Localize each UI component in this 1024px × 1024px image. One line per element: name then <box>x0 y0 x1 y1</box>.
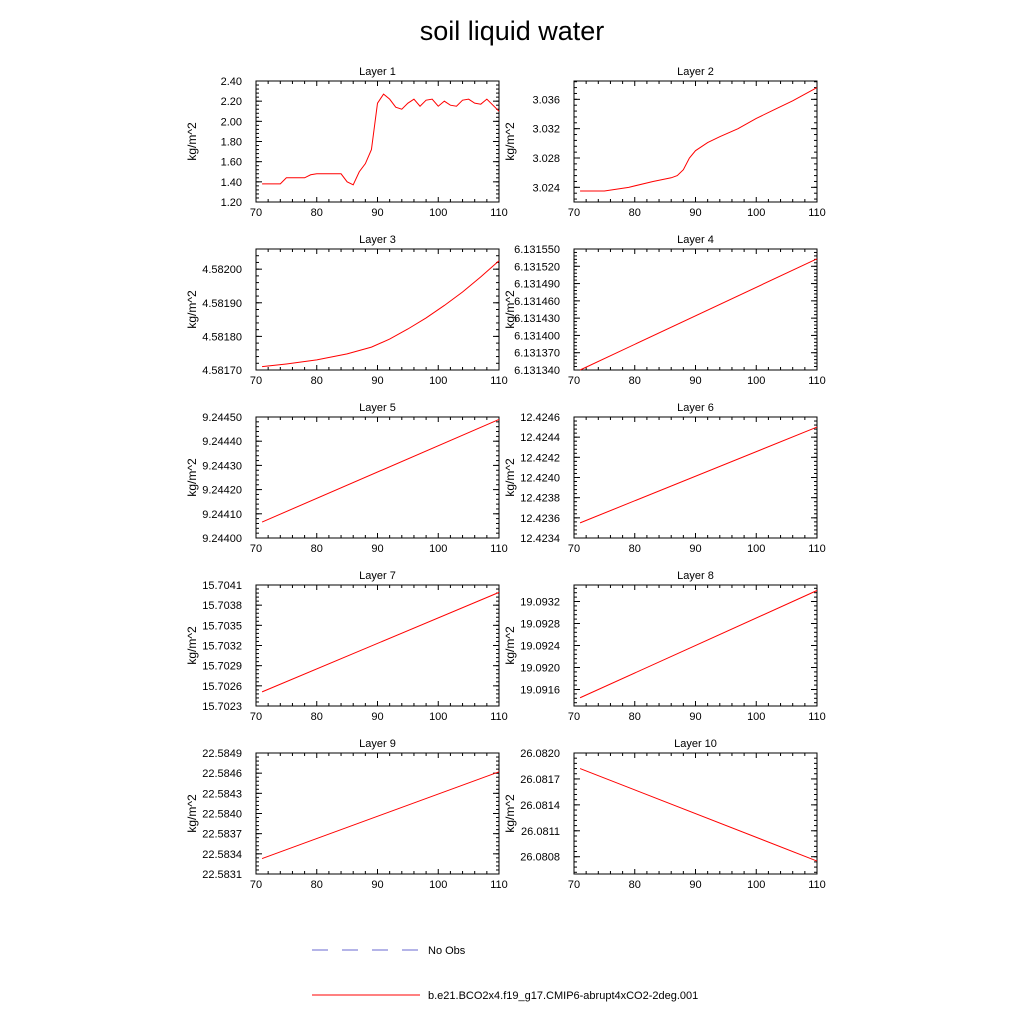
y-tick-label: 4.58170 <box>202 365 242 377</box>
y-tick-label: 22.5843 <box>202 788 242 801</box>
y-tick-label: 15.7023 <box>202 701 242 713</box>
plot-frame <box>574 417 817 538</box>
panel-title: Layer 1 <box>359 66 396 78</box>
y-tick-label: 4.58200 <box>202 264 242 277</box>
y-axis-label: kg/m^2 <box>503 626 517 665</box>
x-tick-label: 110 <box>808 543 826 555</box>
series-line <box>580 88 817 191</box>
y-axis-label: kg/m^2 <box>185 122 199 161</box>
y-tick-label: 12.4238 <box>520 492 560 505</box>
series-line <box>262 419 499 522</box>
y-tick-label: 19.0920 <box>520 662 560 675</box>
x-tick-label: 100 <box>429 375 448 387</box>
series-line <box>262 94 499 185</box>
y-tick-label: 15.7032 <box>202 640 242 653</box>
x-tick-label: 70 <box>249 879 263 891</box>
panel-layer-9 <box>185 738 508 891</box>
y-tick-label: 9.24440 <box>202 436 242 449</box>
y-axis-label: kg/m^2 <box>503 458 517 497</box>
legend-model-label: b.e21.BCO2x4.f19_g17.CMIP6-abrupt4xCO2-2deg.001 <box>428 990 699 1002</box>
y-tick-label: 12.4240 <box>520 472 560 485</box>
y-tick-label: 6.131340 <box>514 365 560 377</box>
plot-frame <box>256 585 499 706</box>
x-tick-label: 90 <box>371 711 384 723</box>
x-tick-label: 100 <box>747 375 766 387</box>
plot-frame <box>574 249 817 370</box>
y-tick-label: 22.5834 <box>202 848 242 861</box>
y-tick-label: 26.0811 <box>521 825 560 838</box>
y-tick-label: 4.58180 <box>202 331 242 344</box>
series-line <box>262 772 499 859</box>
panel-layer-10 <box>503 738 826 891</box>
x-tick-label: 90 <box>689 711 702 723</box>
y-tick-label: 12.4244 <box>520 432 560 445</box>
x-tick-label: 110 <box>808 207 826 219</box>
x-tick-label: 70 <box>249 711 263 723</box>
panel-layer-7 <box>185 570 508 723</box>
y-tick-label: 9.24420 <box>202 484 242 497</box>
y-axis-label: kg/m^2 <box>185 458 199 497</box>
x-tick-label: 100 <box>747 207 766 219</box>
panel-title: Layer 3 <box>359 234 396 246</box>
panel-layer-2 <box>503 66 826 219</box>
y-tick-label: 26.0820 <box>520 748 560 760</box>
y-axis-label: kg/m^2 <box>503 794 517 833</box>
panel-layer-1 <box>185 66 508 219</box>
x-tick-label: 70 <box>249 543 263 555</box>
x-tick-label: 80 <box>628 711 641 723</box>
series-line <box>580 591 817 698</box>
y-tick-label: 12.4246 <box>520 412 560 424</box>
x-tick-label: 90 <box>371 879 384 891</box>
series-line <box>580 427 817 523</box>
y-tick-label: 15.7035 <box>202 620 242 633</box>
y-tick-label: 2.00 <box>220 116 242 129</box>
y-tick-label: 15.7029 <box>202 660 242 673</box>
legend <box>312 945 698 1002</box>
x-tick-label: 110 <box>490 543 508 555</box>
x-tick-label: 110 <box>490 711 508 723</box>
y-tick-label: 9.24410 <box>202 508 242 521</box>
x-tick-label: 110 <box>490 879 508 891</box>
x-tick-label: 70 <box>567 879 581 891</box>
x-tick-label: 110 <box>808 711 826 723</box>
x-tick-label: 90 <box>689 375 702 387</box>
series-line <box>580 259 817 370</box>
figure-title: soil liquid water <box>419 16 605 46</box>
x-tick-label: 100 <box>747 543 766 555</box>
x-tick-label: 90 <box>371 543 384 555</box>
x-tick-label: 110 <box>490 207 508 219</box>
y-tick-label: 2.20 <box>220 96 242 109</box>
panel-title: Layer 7 <box>359 570 396 582</box>
x-tick-label: 100 <box>429 711 448 723</box>
y-axis-label: kg/m^2 <box>185 626 199 665</box>
x-tick-label: 70 <box>567 207 581 219</box>
x-tick-label: 100 <box>429 207 448 219</box>
x-tick-label: 80 <box>310 711 323 723</box>
panel-title: Layer 4 <box>677 234 714 246</box>
x-tick-label: 80 <box>628 207 641 219</box>
series-line <box>262 261 499 367</box>
plot-frame <box>256 753 499 874</box>
y-tick-label: 9.24430 <box>202 460 242 473</box>
y-tick-label: 22.5831 <box>202 869 242 881</box>
panel-title: Layer 6 <box>677 402 714 414</box>
y-tick-label: 12.4242 <box>520 452 560 465</box>
plot-frame <box>256 81 499 202</box>
y-axis-label: kg/m^2 <box>185 290 199 329</box>
y-tick-label: 3.032 <box>532 123 560 136</box>
y-tick-label: 6.131430 <box>514 313 560 326</box>
x-tick-label: 90 <box>371 207 384 219</box>
y-axis-label: kg/m^2 <box>185 794 199 833</box>
x-tick-label: 110 <box>490 375 508 387</box>
y-tick-label: 3.028 <box>532 153 560 165</box>
y-tick-label: 1.60 <box>220 156 242 169</box>
y-axis-label: kg/m^2 <box>503 122 517 161</box>
y-tick-label: 6.131490 <box>514 278 560 291</box>
x-tick-label: 80 <box>628 879 641 891</box>
panel-title: Layer 8 <box>677 570 714 582</box>
x-tick-label: 70 <box>249 375 263 387</box>
x-tick-label: 70 <box>567 375 581 387</box>
x-tick-label: 70 <box>567 543 581 555</box>
panel-layer-4 <box>503 234 826 387</box>
panels-group <box>185 66 826 891</box>
x-tick-label: 80 <box>310 207 323 219</box>
y-tick-label: 1.40 <box>220 176 242 189</box>
panel-title: Layer 9 <box>359 738 396 750</box>
y-tick-label: 12.4236 <box>520 512 560 525</box>
panel-layer-8 <box>503 570 826 723</box>
panel-title: Layer 2 <box>677 66 714 78</box>
x-tick-label: 90 <box>689 543 702 555</box>
y-tick-label: 2.40 <box>220 76 242 88</box>
y-tick-label: 15.7041 <box>202 580 242 592</box>
x-tick-label: 90 <box>689 207 702 219</box>
x-tick-label: 110 <box>808 375 826 387</box>
series-line <box>580 769 817 861</box>
plot-frame <box>574 81 817 202</box>
panel-layer-3 <box>185 234 508 387</box>
y-tick-label: 1.20 <box>220 197 242 209</box>
panel-layer-5 <box>185 402 508 555</box>
y-tick-label: 22.5837 <box>202 828 242 841</box>
y-tick-label: 3.036 <box>532 94 560 107</box>
y-tick-label: 6.131460 <box>514 295 560 308</box>
x-tick-label: 100 <box>747 879 766 891</box>
y-tick-label: 22.5840 <box>202 808 242 821</box>
y-tick-label: 6.131370 <box>514 347 560 360</box>
legend-no-obs-label: No Obs <box>428 945 466 957</box>
x-tick-label: 80 <box>628 375 641 387</box>
x-tick-label: 100 <box>429 543 448 555</box>
y-tick-label: 4.58190 <box>202 297 242 310</box>
y-tick-label: 3.024 <box>532 182 560 195</box>
y-tick-label: 6.131550 <box>514 244 560 256</box>
plot-frame <box>256 249 499 370</box>
x-tick-label: 100 <box>429 879 448 891</box>
x-tick-label: 80 <box>310 879 323 891</box>
panel-layer-6 <box>503 402 826 555</box>
y-tick-label: 26.0817 <box>520 773 560 786</box>
y-tick-label: 22.5849 <box>202 748 242 760</box>
panel-title: Layer 10 <box>674 738 717 750</box>
y-tick-label: 19.0928 <box>520 618 560 631</box>
y-tick-label: 6.131520 <box>514 261 560 274</box>
y-tick-label: 9.24450 <box>202 412 242 424</box>
x-tick-label: 90 <box>689 879 702 891</box>
y-tick-label: 1.80 <box>220 136 242 149</box>
y-tick-label: 19.0924 <box>520 640 560 653</box>
y-tick-label: 12.4234 <box>520 533 560 545</box>
y-tick-label: 26.0814 <box>520 799 560 812</box>
x-tick-label: 100 <box>747 711 766 723</box>
x-tick-label: 80 <box>310 543 323 555</box>
y-tick-label: 6.131400 <box>514 330 560 343</box>
y-tick-label: 19.0932 <box>520 596 560 609</box>
x-tick-label: 80 <box>628 543 641 555</box>
x-tick-label: 70 <box>567 711 581 723</box>
series-line <box>262 592 499 691</box>
x-tick-label: 70 <box>249 207 263 219</box>
x-tick-label: 110 <box>808 879 826 891</box>
y-axis-label: kg/m^2 <box>503 290 517 329</box>
y-tick-label: 9.24400 <box>202 533 242 545</box>
y-tick-label: 15.7026 <box>202 680 242 693</box>
y-tick-label: 26.0808 <box>520 851 560 864</box>
y-tick-label: 15.7038 <box>202 600 242 613</box>
x-tick-label: 90 <box>371 375 384 387</box>
y-tick-label: 22.5846 <box>202 768 242 781</box>
panel-title: Layer 5 <box>359 402 396 414</box>
y-tick-label: 19.0916 <box>520 684 560 697</box>
x-tick-label: 80 <box>310 375 323 387</box>
